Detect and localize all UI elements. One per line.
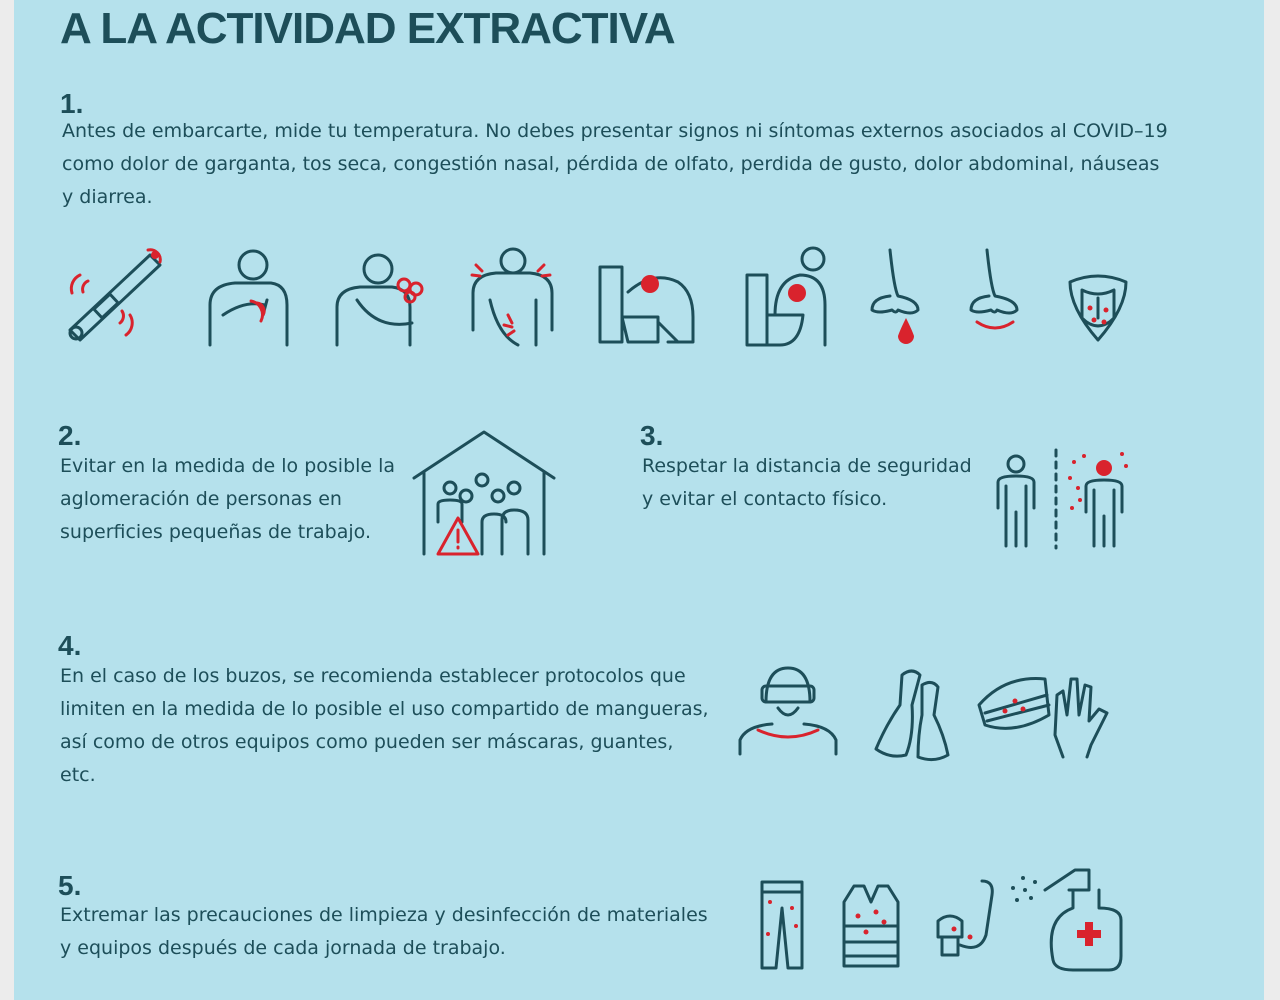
life-vest-icon — [836, 882, 906, 970]
section-1-number: 1. — [60, 88, 84, 119]
section-1-line-2: como dolor de garganta, tos seca, congestión nasal, pérdida de olfato, perdida de gusto, dolor abdominal, náuseas — [62, 153, 1160, 175]
mask-gloves-icon — [975, 665, 1120, 760]
section-5-number: 5. — [58, 870, 82, 901]
snorkel-icon — [930, 875, 998, 970]
section-2-number: 2. — [58, 420, 82, 451]
dry-cough-icon — [332, 245, 427, 350]
section-3-line-2: y evitar el contacto físico. — [642, 488, 888, 510]
social-distance-icon — [992, 448, 1132, 550]
fins-icon — [872, 665, 952, 763]
disinfectant-spray-icon — [1005, 860, 1130, 975]
back-pain-icon — [468, 245, 558, 350]
section-3-line-1: Respetar la distancia de seguridad — [642, 455, 972, 477]
thermometer-icon — [60, 245, 170, 350]
sore-throat-icon — [205, 245, 290, 350]
section-4-number: 4. — [58, 630, 82, 661]
section-4-line-2: limiten en la medida de lo posible el uso compartido de mangueras, — [60, 698, 709, 720]
section-4-line-4: etc. — [60, 764, 96, 786]
section-5-line-1: Extremar las precauciones de limpieza y desinfección de materiales — [60, 904, 708, 926]
loss-of-taste-icon — [1062, 268, 1134, 348]
wetsuit-pants-icon — [758, 878, 806, 973]
section-4-line-1: En el caso de los buzos, se recomienda establecer protocolos que — [60, 665, 686, 687]
diver-mask-icon — [738, 662, 838, 757]
section-1-line-3: y diarrea. — [62, 186, 153, 208]
nausea-icon — [598, 262, 703, 347]
page-title: A LA ACTIVIDAD EXTRACTIVA — [60, 4, 675, 53]
diarrhea-icon — [745, 245, 830, 350]
loss-of-smell-icon — [965, 248, 1027, 340]
section-3-number: 3. — [640, 420, 664, 451]
section-2-line-3: superficies pequeñas de trabajo. — [60, 521, 371, 543]
section-2-line-2: aglomeración de personas en — [60, 488, 342, 510]
section-4-line-3: así como de otros equipos como pueden ser máscaras, guantes, — [60, 731, 674, 753]
section-1-line-1: Antes de embarcarte, mide tu temperatura. No debes presentar signos ni síntomas externos asociados al COVID–19 — [62, 120, 1168, 142]
crowded-house-warning-icon — [410, 430, 560, 562]
nasal-congestion-icon — [868, 248, 926, 348]
section-2-line-1: Evitar en la medida de lo posible la — [60, 455, 396, 477]
section-5-line-2: y equipos después de cada jornada de trabajo. — [60, 937, 506, 959]
